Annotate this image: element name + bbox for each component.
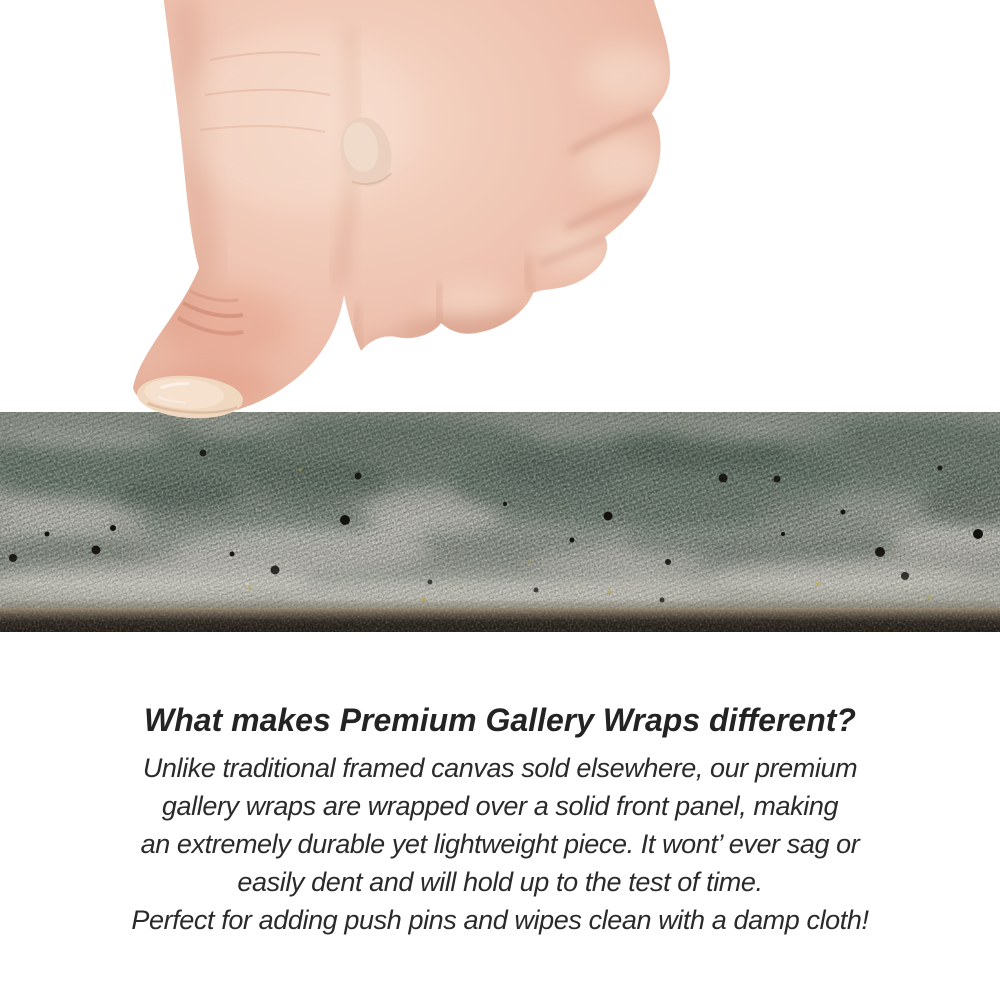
canvas-edge-photo: [0, 412, 1000, 632]
canvas-edge-grain: [0, 608, 1000, 632]
body-line-5: Perfect for adding push pins and wipes clean with a damp cloth!: [131, 905, 869, 935]
body-line-4: easily dent and will hold up to the test of time.: [237, 867, 763, 897]
body-line-1: Unlike traditional framed canvas sold elsewhere, our premium: [142, 753, 858, 783]
caption-block: [0, 702, 1000, 939]
canvas-tone-overlay: [0, 412, 1000, 614]
hand-photo: [0, 0, 1000, 440]
body-line-2: gallery wraps are wrapped over a solid front panel, making: [161, 791, 839, 821]
body-line-3: an extremely durable yet lightweight piece. It wont’ ever sag or: [140, 829, 860, 859]
headline: What makes Premium Gallery Wraps different?: [144, 702, 856, 738]
